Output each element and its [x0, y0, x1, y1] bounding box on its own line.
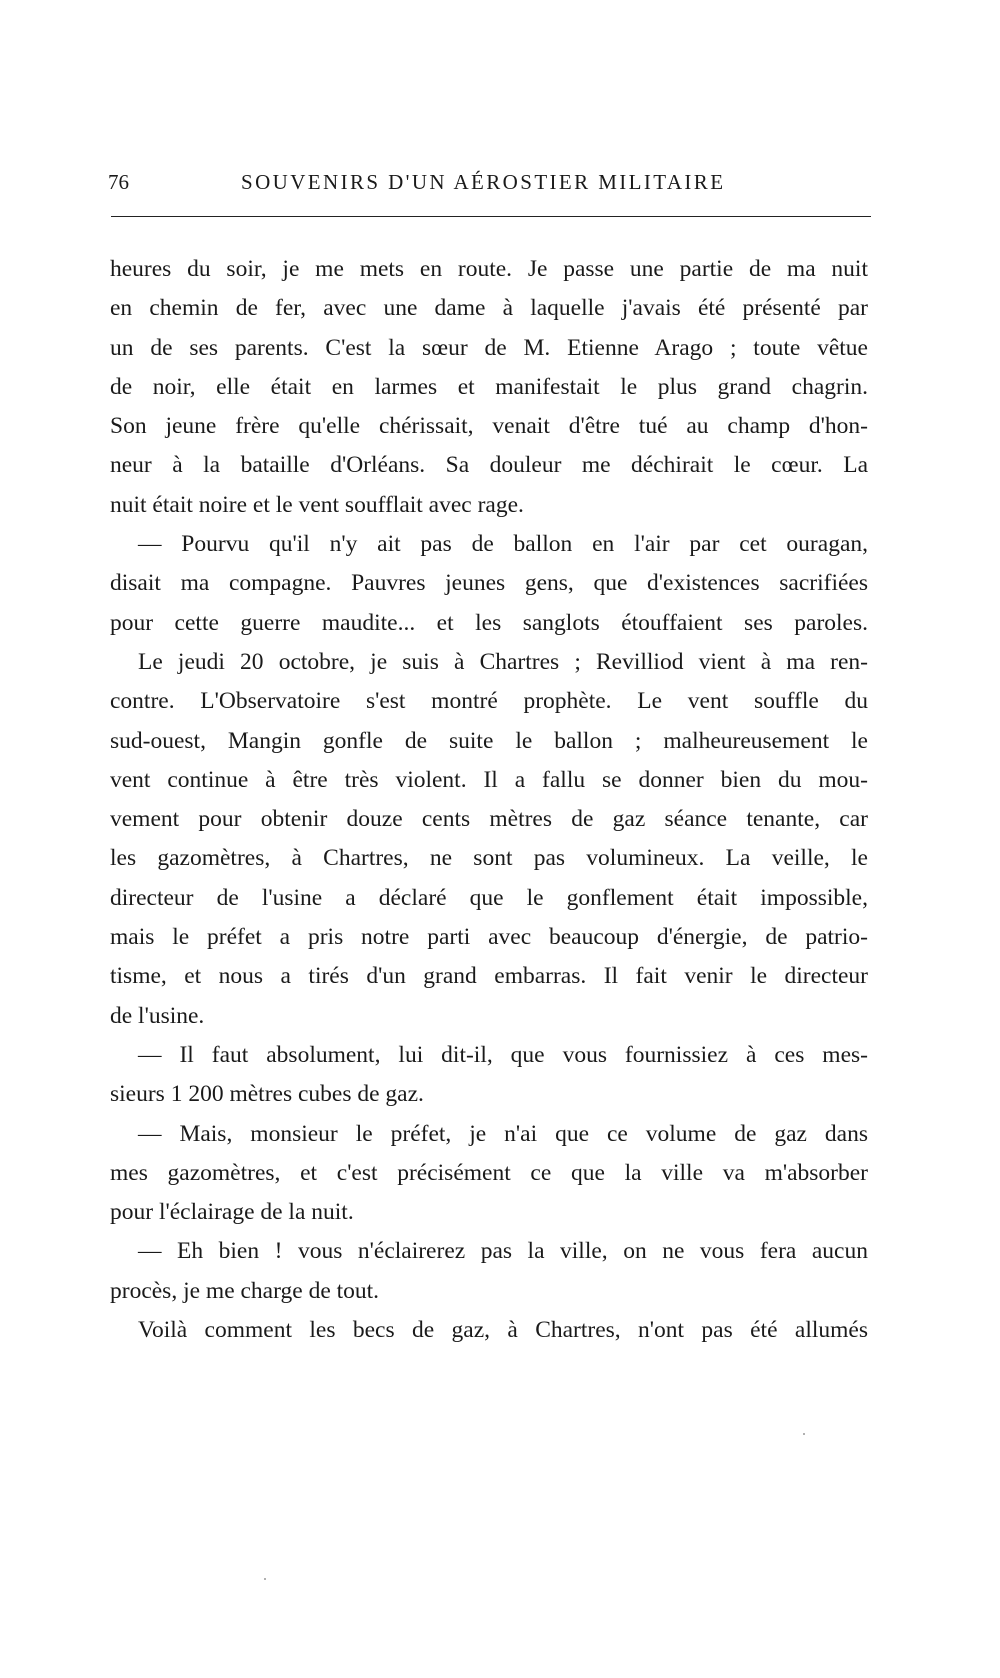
text-line: pour l'éclairage de la nuit.: [110, 1199, 354, 1226]
running-head: [108, 170, 872, 202]
text-line: Voilà comment les becs de gaz, à Chartres, n'ont pas été allumés: [138, 1317, 868, 1344]
paper-speck: [803, 1433, 805, 1435]
text-line: un de ses parents. C'est la sœur de M. Etienne Arago ; toute vêtue: [110, 334, 868, 361]
text-line: contre. L'Observatoire s'est montré prophète. Le vent souffle du: [110, 688, 868, 715]
header-rule: [111, 216, 871, 217]
text-line: — Eh bien ! vous n'éclairerez pas la ville, on ne vous fera aucun: [138, 1238, 868, 1265]
text-line: de l'usine.: [110, 1002, 205, 1029]
text-line: — Pourvu qu'il n'y ait pas de ballon en l'air par cet ouragan,: [138, 531, 868, 558]
paper-speck: [264, 1578, 266, 1580]
text-line: sieurs 1 200 mètres cubes de gaz.: [110, 1081, 424, 1108]
text-line: nuit était noire et le vent soufflait avec rage.: [110, 491, 524, 518]
text-line: en chemin de fer, avec une dame à laquelle j'avais été présenté par: [110, 295, 868, 322]
text-line: — Il faut absolument, lui dit-il, que vous fournissiez à ces mes-: [138, 1041, 868, 1068]
text-line: pour cette guerre maudite... et les sanglots étouffaient ses paroles.: [110, 609, 868, 636]
text-line: — Mais, monsieur le préfet, je n'ai que ce volume de gaz dans: [138, 1120, 868, 1147]
running-title: SOUVENIRS D'UN AÉROSTIER MILITAIRE: [241, 170, 726, 194]
text-line: directeur de l'usine a déclaré que le gonflement était impossible,: [110, 884, 868, 911]
text-line: Son jeune frère qu'elle chérissait, venait d'être tué au champ d'hon-: [110, 413, 868, 440]
text-line: de noir, elle était en larmes et manifestait le plus grand chagrin.: [110, 373, 868, 400]
text-line: procès, je me charge de tout.: [110, 1277, 380, 1304]
text-line: mes gazomètres, et c'est précisément ce que la ville va m'absorber: [110, 1159, 868, 1186]
text-line: neur à la bataille d'Orléans. Sa douleur me déchirait le cœur. La: [110, 452, 868, 479]
text-line: tisme, et nous a tirés d'un grand embarras. Il fait venir le directeur: [110, 963, 868, 990]
text-line: vement pour obtenir douze cents mètres de gaz séance tenante, car: [110, 806, 868, 833]
page-number: 76: [108, 170, 129, 194]
text-line: sud-ouest, Mangin gonfle de suite le ballon ; malheureusement le: [110, 727, 868, 754]
text-line: vent continue à être très violent. Il a fallu se donner bien du mou-: [110, 766, 868, 793]
body-text: [110, 250, 868, 1350]
text-line: heures du soir, je me mets en route. Je passe une partie de ma nuit: [110, 256, 868, 282]
text-line: les gazomètres, à Chartres, ne sont pas volumineux. La veille, le: [110, 845, 868, 872]
text-line: Le jeudi 20 octobre, je suis à Chartres ; Revilliod vient à ma ren-: [138, 648, 868, 675]
text-line: disait ma compagne. Pauvres jeunes gens, que d'existences sacrifiées: [110, 570, 868, 597]
text-line: mais le préfet a pris notre parti avec beaucoup d'énergie, de patrio-: [110, 924, 868, 951]
